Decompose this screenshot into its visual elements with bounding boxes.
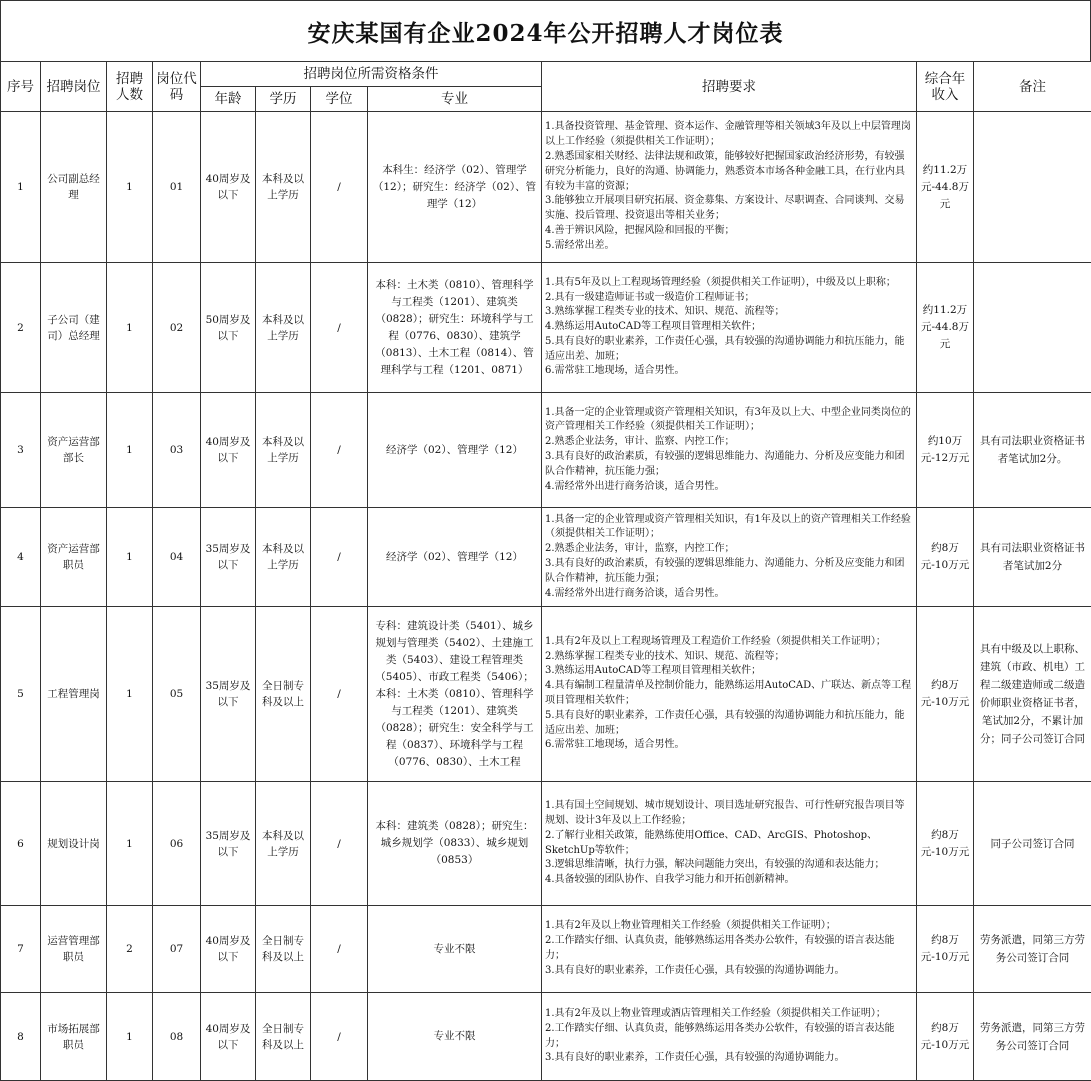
cell-education: 全日制专科及以上 (256, 607, 311, 782)
cell-requirements (542, 263, 917, 393)
cell-seq: 7 (1, 906, 41, 993)
table-row (1, 782, 1091, 906)
requirement-line: 2.熟悉国家相关财经、法律法规和政策，能够较好把握国家政治经济形势，有较强研究分析能力，良好的沟通、协调能力，熟悉资本市场各种金融工具，在行业内具有较为丰富的资源； (545, 150, 913, 194)
cell-major: 本科：建筑类（0828）；研究生：城乡规划学（0833）、城乡规划（0853） (368, 782, 542, 906)
requirement-line: 1.具有2年及以上物业管理相关工作经验（须提供相关工作证明）； (545, 919, 913, 934)
cell-education: 本科及以上学历 (256, 112, 311, 263)
cell-position: 规划设计岗 (41, 782, 107, 906)
cell-count: 1 (107, 112, 153, 263)
header-age: 年龄 (201, 87, 256, 112)
cell-remarks (974, 112, 1091, 263)
cell-degree: / (311, 508, 368, 607)
cell-requirements (542, 993, 917, 1081)
cell-position: 资产运营部职员 (41, 508, 107, 607)
cell-degree: / (311, 993, 368, 1081)
cell-code: 01 (153, 112, 201, 263)
cell-age: 50周岁及以下 (201, 263, 256, 393)
cell-age: 40周岁及以下 (201, 906, 256, 993)
header-count: 招聘人数 (107, 62, 153, 112)
header-seq: 序号 (1, 62, 41, 112)
cell-age: 40周岁及以下 (201, 393, 256, 508)
cell-income: 约8万元-10万元 (917, 508, 974, 607)
header-remarks: 备注 (974, 62, 1091, 112)
cell-age: 35周岁及以下 (201, 508, 256, 607)
cell-education: 全日制专科及以上 (256, 906, 311, 993)
cell-position: 资产运营部部长 (41, 393, 107, 508)
requirement-line: 5.具有良好的职业素养，工作责任心强，具有较强的沟通协调能力和抗压能力，能适应出差、加班； (545, 709, 913, 739)
cell-major: 经济学（02）、管理学（12） (368, 393, 542, 508)
requirement-line: 3.具有良好的职业素养，工作责任心强，具有较强的沟通协调能力。 (545, 964, 913, 979)
cell-remarks: 同子公司签订合同 (974, 782, 1091, 906)
requirement-line: 1.具备投资管理、基金管理、资本运作、金融管理等相关领域3年及以上中层管理岗以上工作经验（须提供相关工作证明）； (545, 120, 913, 150)
cell-remarks: 具有司法职业资格证书者笔试加2分 (974, 508, 1091, 607)
table-body (1, 112, 1091, 1081)
header-code: 岗位代码 (153, 62, 201, 112)
cell-requirements (542, 112, 917, 263)
requirement-line: 3.熟练运用AutoCAD等工程项目管理相关软件； (545, 664, 913, 679)
requirement-line: 2.了解行业相关政策，能熟练使用Office、CAD、ArcGIS、Photoshop、SketchUp等软件； (545, 829, 913, 859)
requirement-line: 6.需常驻工地现场，适合男性。 (545, 364, 913, 379)
cell-degree: / (311, 607, 368, 782)
cell-remarks: 劳务派遣，同第三方劳务公司签订合同 (974, 906, 1091, 993)
cell-major: 本科：土木类（0810）、管理科学与工程类（1201）、建筑类（0828）；研究生：环境科学与工程（0776、0830）、建筑学（0813）、土木工程（0814）、管理科学与工程（1201、0871） (368, 263, 542, 393)
requirement-line: 1.具有国土空间规划、城市规划设计、项目选址研究报告、可行性研究报告项目等规划、设计3年及以上工作经验； (545, 799, 913, 829)
requirement-line: 2.熟练掌握工程类专业的技术、知识、规范、流程等； (545, 650, 913, 665)
table-row (1, 508, 1091, 607)
requirement-line: 5.需经常出差。 (545, 239, 913, 254)
cell-age: 35周岁及以下 (201, 607, 256, 782)
table-row (1, 112, 1091, 263)
cell-count: 1 (107, 393, 153, 508)
cell-seq: 2 (1, 263, 41, 393)
cell-education: 本科及以上学历 (256, 508, 311, 607)
cell-position: 公司副总经理 (41, 112, 107, 263)
cell-position: 子公司（建司）总经理 (41, 263, 107, 393)
header-education: 学历 (256, 87, 311, 112)
requirement-line: 2.熟悉企业法务，审计、监察、内控工作； (545, 435, 913, 450)
cell-income: 约8万元-10万元 (917, 993, 974, 1081)
table-row (1, 906, 1091, 993)
cell-code: 07 (153, 906, 201, 993)
cell-major: 专业不限 (368, 993, 542, 1081)
cell-income: 约8万元-10万元 (917, 782, 974, 906)
cell-code: 03 (153, 393, 201, 508)
header-major: 专业 (368, 87, 542, 112)
table-row (1, 393, 1091, 508)
cell-degree: / (311, 263, 368, 393)
requirement-line: 4.需经常外出进行商务洽谈，适合男性。 (545, 587, 913, 602)
cell-degree: / (311, 112, 368, 263)
positions-table (0, 61, 1091, 1081)
cell-seq: 6 (1, 782, 41, 906)
cell-requirements (542, 782, 917, 906)
cell-income: 约8万元-10万元 (917, 906, 974, 993)
cell-age: 40周岁及以下 (201, 993, 256, 1081)
cell-major: 经济学（02）、管理学（12） (368, 508, 542, 607)
cell-count: 1 (107, 993, 153, 1081)
cell-income: 约11.2万元-44.8万元 (917, 263, 974, 393)
cell-age: 35周岁及以下 (201, 782, 256, 906)
header-conditions: 招聘岗位所需资格条件 (201, 62, 542, 87)
requirement-line: 1.具有2年及以上物业管理或酒店管理相关工作经验（须提供相关工作证明）； (545, 1007, 913, 1022)
cell-count: 1 (107, 782, 153, 906)
cell-seq: 4 (1, 508, 41, 607)
requirement-line: 2.工作踏实仔细、认真负责，能够熟练运用各类办公软件，有较强的语言表达能力； (545, 1022, 913, 1052)
cell-education: 本科及以上学历 (256, 782, 311, 906)
cell-code: 05 (153, 607, 201, 782)
requirement-line: 2.工作踏实仔细、认真负责，能够熟练运用各类办公软件，有较强的语言表达能力； (545, 934, 913, 964)
requirement-line: 2.熟悉企业法务，审计，监察，内控工作； (545, 542, 913, 557)
cell-major: 专科：建筑设计类（5401）、城乡规划与管理类（5402）、土建施工类（5403）、建设工程管理类（5405）、市政工程类（5406）；本科：土木类（0810）、管理科学与工程类（1201）、建筑类（0828）；研究生：安全科学与工程（0837）、环境科学与工程（0776、0830）、土木工程 (368, 607, 542, 782)
cell-degree: / (311, 906, 368, 993)
cell-age: 40周岁及以下 (201, 112, 256, 263)
table-row (1, 263, 1091, 393)
cell-code: 06 (153, 782, 201, 906)
cell-seq: 1 (1, 112, 41, 263)
cell-position: 市场拓展部职员 (41, 993, 107, 1081)
requirement-line: 2.具有一级建造师证书或一级造价工程师证书； (545, 291, 913, 306)
cell-count: 1 (107, 607, 153, 782)
requirement-line: 4.具备较强的团队协作、自我学习能力和开拓创新精神。 (545, 873, 913, 888)
requirement-line: 1.具备一定的企业管理或资产管理相关知识，有3年及以上大、中型企业同类岗位的资产管理相关工作经验（须提供相关工作证明）； (545, 406, 913, 436)
cell-education: 本科及以上学历 (256, 393, 311, 508)
requirement-line: 5.具有良好的职业素养，工作责任心强，具有较强的沟通协调能力和抗压能力，能适应出差、加班； (545, 335, 913, 365)
cell-requirements (542, 508, 917, 607)
cell-seq: 5 (1, 607, 41, 782)
requirement-line: 3.具有良好的政治素质，有较强的逻辑思维能力、沟通能力、分析及应变能力和团队合作精神，抗压能力强； (545, 557, 913, 587)
cell-education: 本科及以上学历 (256, 263, 311, 393)
page-title: 安庆某国有企业2024年公开招聘人才岗位表 (0, 0, 1091, 62)
requirement-line: 3.具有良好的职业素养，工作责任心强，具有较强的沟通协调能力。 (545, 1051, 913, 1066)
header-requirements: 招聘要求 (542, 62, 917, 112)
cell-requirements (542, 906, 917, 993)
header-income: 综合年收入 (917, 62, 974, 112)
cell-remarks: 具有司法职业资格证书者笔试加2分。 (974, 393, 1091, 508)
cell-remarks: 具有中级及以上职称、建筑（市政、机电）工程二级建造师或二级造价师职业资格证书者，笔试加2分，不累计加分；同子公司签订合同 (974, 607, 1091, 782)
cell-count: 1 (107, 263, 153, 393)
cell-income: 约11.2万元-44.8万元 (917, 112, 974, 263)
requirement-line: 4.熟练运用AutoCAD等工程项目管理相关软件； (545, 320, 913, 335)
cell-education: 全日制专科及以上 (256, 993, 311, 1081)
requirement-line: 3.熟练掌握工程类专业的技术、知识、规范、流程等； (545, 305, 913, 320)
cell-requirements (542, 607, 917, 782)
header-row-top (1, 62, 1091, 87)
cell-seq: 3 (1, 393, 41, 508)
table-row (1, 993, 1091, 1081)
requirement-line: 3.逻辑思维清晰，执行力强，解决问题能力突出，有较强的沟通和表达能力； (545, 858, 913, 873)
requirement-line: 1.具有2年及以上工程现场管理及工程造价工作经验（须提供相关工作证明）； (545, 635, 913, 650)
cell-position: 工程管理岗 (41, 607, 107, 782)
cell-seq: 8 (1, 993, 41, 1081)
requirement-line: 4.具有编制工程量清单及控制价能力，能熟练运用AutoCAD、广联达、新点等工程项目管理相关软件； (545, 679, 913, 709)
requirement-line: 3.能够独立开展项目研究拓展、资金募集、方案设计、尽职调查、合同谈判、交易实施、投后管理、投资退出等相关业务； (545, 194, 913, 224)
cell-code: 04 (153, 508, 201, 607)
cell-remarks (974, 263, 1091, 393)
cell-requirements (542, 393, 917, 508)
cell-degree: / (311, 782, 368, 906)
cell-code: 08 (153, 993, 201, 1081)
cell-position: 运营管理部职员 (41, 906, 107, 993)
requirement-line: 4.善于辨识风险，把握风险和回报的平衡； (545, 224, 913, 239)
header-degree: 学位 (311, 87, 368, 112)
requirement-line: 3.具有良好的政治素质，有较强的逻辑思维能力、沟通能力、分析及应变能力和团队合作精神，抗压能力强； (545, 450, 913, 480)
cell-major: 本科生：经济学（02）、管理学（12）；研究生：经济学（02）、管理学（12） (368, 112, 542, 263)
table-row (1, 607, 1091, 782)
cell-code: 02 (153, 263, 201, 393)
requirement-line: 4.需经常外出进行商务洽谈，适合男性。 (545, 480, 913, 495)
cell-count: 1 (107, 508, 153, 607)
cell-income: 约10万元-12万元 (917, 393, 974, 508)
requirement-line: 6.需常驻工地现场，适合男性。 (545, 738, 913, 753)
requirement-line: 1.具备一定的企业管理或资产管理相关知识，有1年及以上的资产管理相关工作经验（须提供相关工作证明）； (545, 513, 913, 543)
cell-count: 2 (107, 906, 153, 993)
cell-remarks: 劳务派遣，同第三方劳务公司签订合同 (974, 993, 1091, 1081)
header-position: 招聘岗位 (41, 62, 107, 112)
requirement-line: 1.具有5年及以上工程现场管理经验（须提供相关工作证明），中级及以上职称； (545, 276, 913, 291)
cell-income: 约8万元-10万元 (917, 607, 974, 782)
cell-major: 专业不限 (368, 906, 542, 993)
cell-degree: / (311, 393, 368, 508)
